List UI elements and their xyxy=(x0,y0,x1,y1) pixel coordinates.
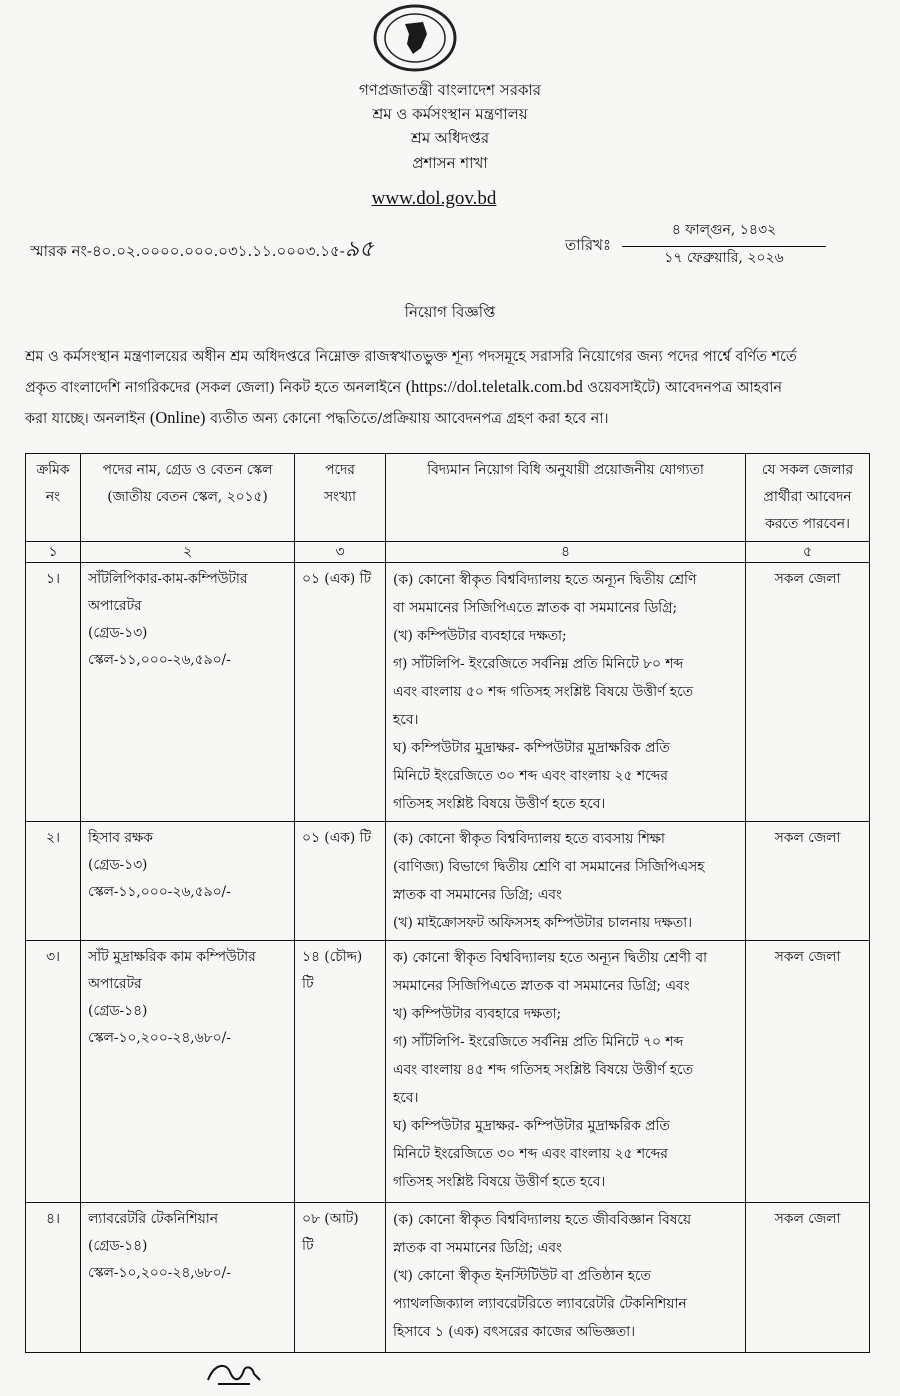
memo-label: স্মারক নং- xyxy=(30,242,92,260)
count-cell-line: টি xyxy=(302,976,314,992)
district-cell xyxy=(746,822,870,941)
intro-line: প্রকৃত বাংলাদেশি নাগরিকদের (সকল জেলা) নিকট হতে অনলাইনে (https://dol.teletalk.com.bd ওয়েবসাইটে) আবেদনপত্র আহবান xyxy=(25,377,782,396)
district-cell xyxy=(746,563,870,822)
serial-cell xyxy=(26,822,81,941)
qualification-cell-line: এবং বাংলায় ৫০ শব্দ গতিসহ সংশ্লিষ্ট বিষয়ে উত্তীর্ণ হতে xyxy=(393,684,693,700)
qualification-cell xyxy=(386,941,746,1203)
header-line: পদের xyxy=(325,462,355,478)
post-cell-line: স্কেল-১০,২০০-২৪,৬৮০/- xyxy=(88,1265,231,1281)
date-label: তারিখঃ xyxy=(565,236,611,254)
qualification-cell-line: হবে। xyxy=(393,712,419,728)
qualification-cell-line: সমমানের সিজিপিএতে স্নাতক বা সমমানের ডিগ্রি; এবং xyxy=(393,978,690,994)
post-cell-line: (গ্রেড-১৩) xyxy=(88,857,148,873)
post-cell xyxy=(81,1203,295,1353)
date-bangla: ৪ ফাল্গুন, ১৪৩২ xyxy=(622,218,826,247)
qualification-cell-line: বা সমমানের সিজিপিএতে স্নাতক বা সমমানের ডিগ্রি; xyxy=(393,600,678,616)
district-value: সকল জেলা xyxy=(774,1211,841,1227)
post-cell-line: (গ্রেড-১৪) xyxy=(88,1238,148,1254)
header-branch: প্রশাসন শাখা xyxy=(412,154,488,172)
qualification-cell-line: (খ) মাইক্রোসফট অফিসসহ কম্পিউটার চালনায় দক্ষতা। xyxy=(393,915,693,931)
serial-number: ৩। xyxy=(46,949,60,965)
qualification-cell-line: এবং বাংলায় ৪৫ শব্দ গতিসহ সংশ্লিষ্ট বিষয়ে উত্তীর্ণ হতে xyxy=(393,1062,693,1078)
table-row xyxy=(26,1203,870,1353)
qualification-cell-line: গ) সাঁটলিপি- ইংরেজিতে সর্বনিম্ন প্রতি মিনিটে ৭০ শব্দ xyxy=(393,1034,684,1050)
government-seal-logo xyxy=(365,4,465,72)
header-line: সংখ্যা xyxy=(323,489,357,505)
qualification-cell-line: (ক) কোনো স্বীকৃত বিশ্ববিদ্যালয় হতে ব্যবসায় শিক্ষা xyxy=(393,831,665,847)
qualification-cell-line: (খ) কম্পিউটার ব্যবহারে দক্ষতা; xyxy=(393,628,567,644)
table-row xyxy=(26,941,870,1203)
serial-number: ২। xyxy=(46,830,60,846)
website-link[interactable]: www.dol.gov.bd xyxy=(371,188,497,209)
post-cell-line: অপারেটর xyxy=(88,976,142,992)
count-cell xyxy=(295,563,386,822)
memo-number xyxy=(30,232,373,269)
post-cell-line: স্কেল-১১,০০০-২৬,৫৯০/- xyxy=(88,884,231,900)
district-cell xyxy=(746,1203,870,1353)
memo-value: ৪০.০২.০০০০.০০০.০৩১.১১.০০০৩.১৫- xyxy=(91,242,345,260)
header-line: বিদ্যমান নিয়োগ বিধি অনুযায়ী প্রয়োজনীয় যোগ্যতা xyxy=(427,462,704,478)
column-number: ৩ xyxy=(295,542,386,563)
qualification-cell xyxy=(386,1203,746,1353)
header-line: পদের নাম, গ্রেড ও বেতন স্কেল xyxy=(102,462,273,478)
qualification-cell xyxy=(386,563,746,822)
qualification-cell-line: মিনিটে ইংরেজিতে ৩০ শব্দ এবং বাংলায় ২৫ শব্দের xyxy=(393,768,668,784)
count-cell-line: ০৮ (আট) xyxy=(302,1211,359,1227)
post-cell-line: স্কেল-১০,২০০-২৪,৬৮০/- xyxy=(88,1030,231,1046)
header-line: (জাতীয় বেতন স্কেল, ২০১৫) xyxy=(107,489,268,505)
post-cell-line: হিসাব রক্ষক xyxy=(88,830,153,846)
header-government: গণপ্রজাতন্ত্রী বাংলাদেশ সরকার xyxy=(358,81,542,99)
qualification-cell-line: (ক) কোনো স্বীকৃত বিশ্ববিদ্যালয় হতে অন্যূন দ্বিতীয় শ্রেণি xyxy=(393,572,697,588)
qualification-cell-line: মিনিটে ইংরেজিতে ৩০ শব্দ এবং বাংলায় ২৫ শব্দের xyxy=(393,1146,668,1162)
qualification-cell-line: ক) কোনো স্বীকৃত বিশ্ববিদ্যালয় হতে অন্যূন দ্বিতীয় শ্রেণী বা xyxy=(393,950,708,966)
column-number: ২ xyxy=(81,542,295,563)
header-count xyxy=(295,454,386,542)
header-line: প্রার্থীরা আবেদন xyxy=(763,489,852,505)
district-value: সকল জেলা xyxy=(774,571,841,587)
qualification-cell-line: প্যাথলজিক্যাল ল্যাবরেটরিতে ল্যাবরেটরি টেকনিশিয়ান xyxy=(393,1296,687,1312)
qualification-cell-line: (বাণিজ্য) বিভাগে দ্বিতীয় শ্রেণি বা সমমানের সিজিপিএসহ xyxy=(393,859,705,875)
qualification-cell-line: (ক) কোনো স্বীকৃত বিশ্ববিদ্যালয় হতে জীববিজ্ঞান বিষয়ে xyxy=(393,1212,691,1228)
header-qualification xyxy=(386,454,746,542)
count-cell xyxy=(295,941,386,1203)
post-cell-line: স্কেল-১১,০০০-২৬,৫৯০/- xyxy=(88,652,231,668)
intro-paragraph xyxy=(25,343,867,434)
post-cell-line: সাঁট মুদ্রাক্ষরিক কাম কম্পিউটার xyxy=(88,949,256,965)
count-cell-line: ০১ (এক) টি xyxy=(302,571,372,587)
count-cell-line: ০১ (এক) টি xyxy=(302,830,372,846)
header-department: শ্রম অধিদপ্তর xyxy=(410,129,490,147)
qualification-cell-line: গতিসহ সংশ্লিষ্ট বিষয়ে উত্তীর্ণ হতে হবে। xyxy=(393,796,606,812)
memo-handwritten: ৯৫ xyxy=(344,237,374,262)
district-value: সকল জেলা xyxy=(774,830,841,846)
qualification-cell-line: গ) সাঁটলিপি- ইংরেজিতে সর্বনিম্ন প্রতি মিনিটে ৮০ শব্দ xyxy=(393,656,684,672)
serial-cell xyxy=(26,941,81,1203)
qualification-cell-line: স্নাতক বা সমমানের ডিগ্রি; এবং xyxy=(393,887,562,903)
district-cell xyxy=(746,941,870,1203)
header-post xyxy=(81,454,295,542)
serial-cell xyxy=(26,1203,81,1353)
header-ministry: শ্রম ও কর্মসংস্থান মন্ত্রণালয় xyxy=(372,105,528,123)
serial-cell xyxy=(26,563,81,822)
qualification-cell xyxy=(386,822,746,941)
post-cell-line: (গ্রেড-১৪) xyxy=(88,1003,148,1019)
post-cell-line: ল্যাবরেটরি টেকনিশিয়ান xyxy=(88,1211,218,1227)
qualification-cell-line: (খ) কোনো স্বীকৃত ইনস্টিটিউট বা প্রতিষ্ঠান হতে xyxy=(393,1268,651,1284)
vacancy-table xyxy=(25,453,870,1353)
column-number-row xyxy=(26,542,870,563)
column-number: ১ xyxy=(26,542,81,563)
header-line: ক্রমিক xyxy=(36,462,70,478)
intro-line: করা যাচ্ছে। অনলাইন (Online) ব্যতীত অন্য কোনো পদ্ধতিতে/প্রক্রিয়ায় আবেদনপত্র গ্রহণ করা হবে না। xyxy=(25,408,609,427)
qualification-cell-line: খ) কম্পিউটার ব্যবহারে দক্ষতা; xyxy=(393,1006,562,1022)
post-cell xyxy=(81,563,295,822)
apply-url[interactable]: (https://dol.teletalk.com.bd xyxy=(405,377,583,396)
qualification-cell-line: ঘ) কম্পিউটার মুদ্রাক্ষর- কম্পিউটার মুদ্রাক্ষরিক প্রতি xyxy=(393,1118,670,1134)
serial-number: ১। xyxy=(46,571,60,587)
column-number: ৫ xyxy=(746,542,870,563)
table-row xyxy=(26,563,870,822)
header-line: নং xyxy=(45,489,61,505)
qualification-cell-line: হিসাবে ১ (এক) বৎসরের কাজের অভিজ্ঞতা। xyxy=(393,1324,636,1340)
count-cell-line: টি xyxy=(302,1238,314,1254)
post-cell xyxy=(81,941,295,1203)
signature-mark xyxy=(204,1358,264,1388)
count-cell xyxy=(295,822,386,941)
count-cell xyxy=(295,1203,386,1353)
notice-title: নিয়োগ বিজ্ঞপ্তি xyxy=(404,303,496,321)
count-cell-line: ১৪ (চৌদ্দ) xyxy=(302,949,363,965)
column-number: ৪ xyxy=(386,542,746,563)
header-line: করতে পারবেন। xyxy=(765,516,850,532)
serial-number: ৪। xyxy=(46,1211,60,1227)
qualification-cell-line: হবে। xyxy=(393,1090,419,1106)
post-cell-line: অপারেটর xyxy=(88,598,142,614)
district-value: সকল জেলা xyxy=(774,949,841,965)
qualification-cell-line: স্নাতক বা সমমানের ডিগ্রি; এবং xyxy=(393,1240,562,1256)
intro-line: শ্রম ও কর্মসংস্থান মন্ত্রণালয়ের অধীন শ্রম অধিদপ্তরে নিম্নোক্ত রাজস্বখাতভুক্ত শূন্য পদসমূহে সরাসরি নিয়োগের জন্য পদের পার্শ্বে বর্ণিত শর্তে xyxy=(25,349,797,365)
date-gregorian: ১৭ ফেব্রুয়ারি, ২০২৬ xyxy=(664,250,784,266)
post-cell-line: (গ্রেড-১৩) xyxy=(88,625,148,641)
header-serial xyxy=(26,454,81,542)
qualification-cell-line: গতিসহ সংশ্লিষ্ট বিষয়ে উত্তীর্ণ হতে হবে। xyxy=(393,1174,606,1190)
header-districts xyxy=(746,454,870,542)
post-cell xyxy=(81,822,295,941)
table-header-row xyxy=(26,454,870,542)
header-line: যে সকল জেলার xyxy=(761,462,854,478)
post-cell-line: সাঁটলিপিকার-কাম-কম্পিউটার xyxy=(88,571,248,587)
qualification-cell-line: ঘ) কম্পিউটার মুদ্রাক্ষর- কম্পিউটার মুদ্রাক্ষরিক প্রতি xyxy=(393,740,670,756)
table-row xyxy=(26,822,870,941)
